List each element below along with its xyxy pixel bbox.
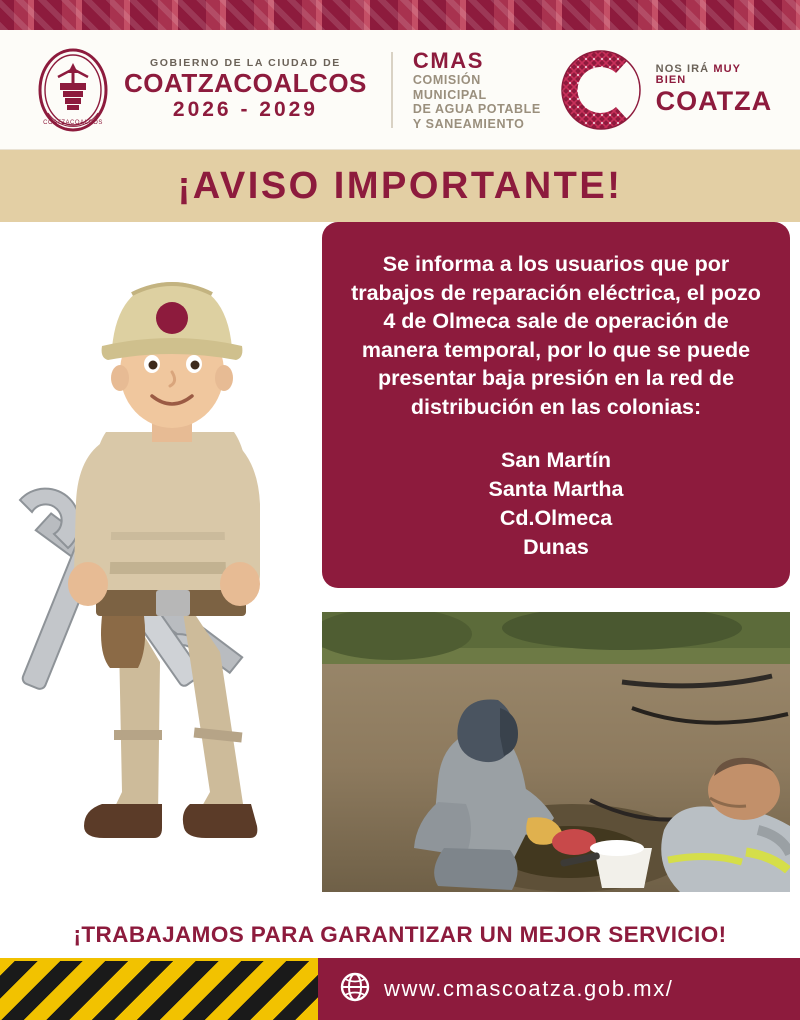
government-wordmark (124, 58, 367, 121)
list-item: San Martín (501, 447, 611, 472)
hazard-stripe-decoration (0, 958, 318, 1020)
notice-banner-title: ¡AVISO IMPORTANTE! (177, 164, 623, 207)
notice-message-text: Se informa a los usuarios que por trabajos de reparación eléctrica, el pozo 4 de Olmeca sale de operación de manera temporal, por lo que se puede presentar baja presión en la red de distribución en las colonias: (351, 252, 761, 419)
list-item: Cd.Olmeca (499, 505, 613, 530)
field-work-photo (322, 612, 790, 892)
cmas-line-1: COMISIÓN MUNICIPAL (412, 73, 487, 102)
gov-line-3: 2026 - 2029 (172, 98, 318, 122)
notice-body (0, 222, 800, 912)
notice-message-card (322, 222, 790, 588)
globe-icon (340, 972, 370, 1007)
government-logo (0, 47, 367, 133)
footer-slogan (0, 912, 800, 958)
coatza-c-logo-icon (558, 47, 644, 133)
coatza-brand (558, 47, 800, 133)
coatza-wordmark (656, 64, 774, 115)
gov-line-1: GOBIERNO DE LA CIUDAD DE (150, 56, 341, 69)
footer-bar (0, 958, 800, 1020)
coatzacoalcos-seal-icon (34, 47, 112, 133)
header-divider (391, 52, 393, 128)
decorative-top-band (0, 0, 800, 30)
list-item: Dunas (523, 534, 589, 559)
cmas-line-3: Y SANEAMIENTO (412, 116, 525, 131)
website-url[interactable]: www.cmascoatza.gob.mx/ (384, 976, 674, 1001)
affected-colonias-list (348, 446, 764, 562)
cmas-line-2: DE AGUA POTABLE (412, 102, 541, 117)
cmas-acronym: CMAS (412, 47, 485, 73)
footer-slogan-text: ¡TRABAJAMOS PARA GARANTIZAR UN MEJOR SERVICIO! (73, 922, 727, 947)
coatza-tagline-accent: MUY BIEN (655, 63, 741, 86)
notice-banner (0, 150, 800, 222)
website-block[interactable] (318, 958, 800, 1020)
svg-text:COATZACOALCOS: COATZACOALCOS (43, 119, 103, 126)
worker-illustration (10, 232, 320, 852)
coatza-brand-name: COATZA (655, 86, 773, 116)
cmas-logo (413, 48, 558, 132)
list-item: Santa Martha (488, 476, 624, 501)
page-header (0, 30, 800, 150)
gov-line-2: COATZACOALCOS (124, 67, 367, 98)
coatza-tagline-plain: NOS IRÁ (655, 63, 714, 75)
